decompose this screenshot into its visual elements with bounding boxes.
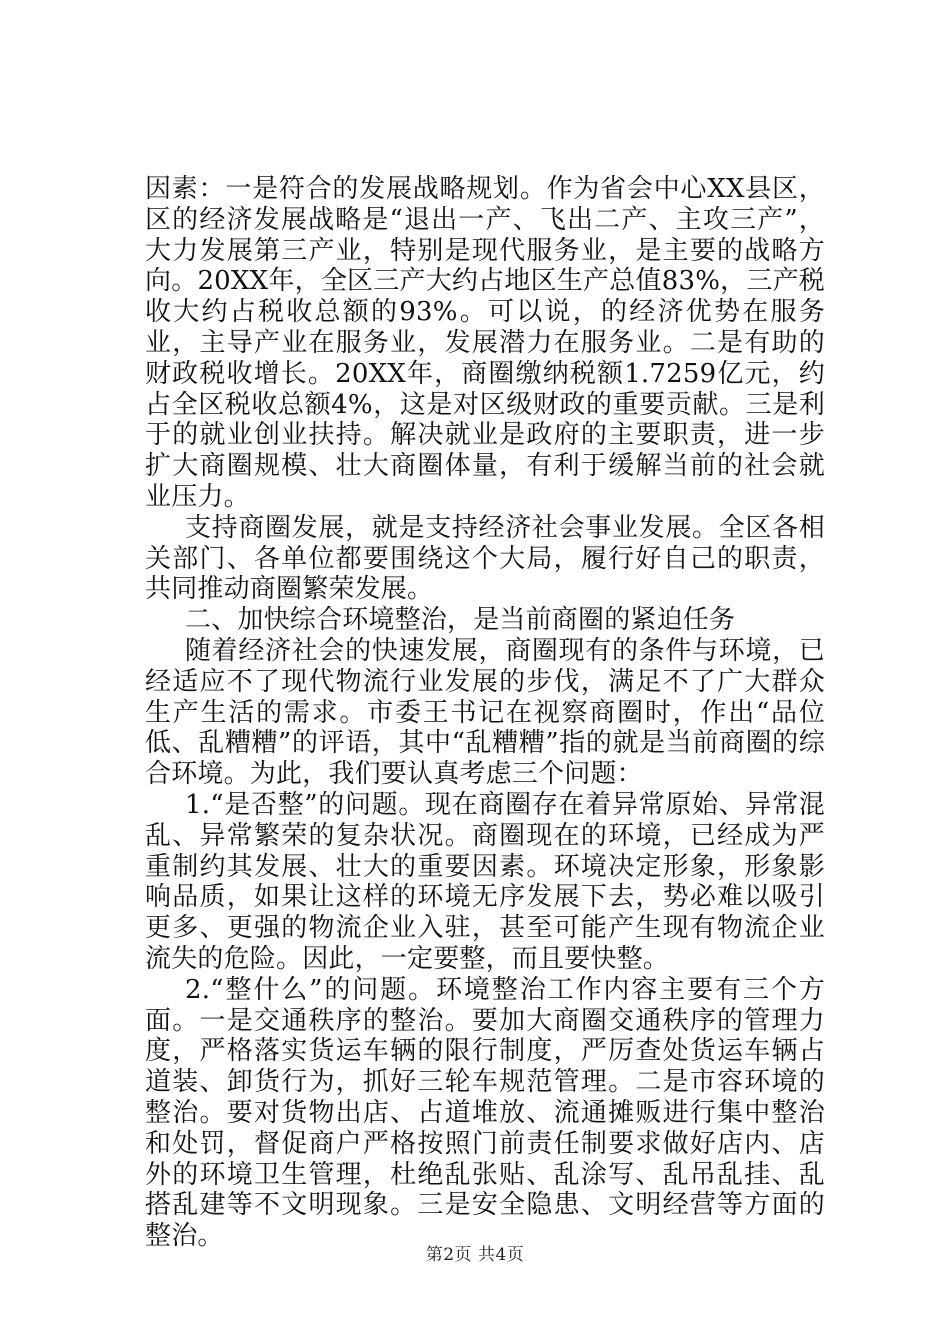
section-heading: 二、加快综合环境整治，是当前商圈的紧迫任务 [185,605,736,636]
paragraph-continuation: 因素：一是符合的发展战略规划。作为省会中心XX县区，区的经济发展战略是“退出一产、飞出二产、主攻三产”，大力发展第三产业，特别是现代服务业，是主要的战略方向。20XX年，全区三产大约占地区生产总值83%，三产税收大约占税收总额的93%。可以说，的经济优势在服务业，主导产业在服务业，发展潜力在服务业。二是有助的财政税收增长。20XX年，商圈缴纳税额1.7259亿元，约占全区税收总额4%，这是对区级财政的重要贡献。三是利于的就业创业扶持。解决就业是政府的主要职责，进一步扩大商圈规模、壮大商圈体量，有利于缓解当前的社会就业压力。 [145,174,825,512]
paragraph-item-2: 2.“整什么”的问题。环境整治工作内容主要有三个方面。一是交通秩序的整治。要加大商圈交通秩序的管理力度，严格落实货运车辆的限行制度，严厉查处货运车辆占道装、卸货行为，抓好三轮车规范管理。二是市容环境的整治。要对货物出店、占道堆放、流通摊贩进行集中整治和处罚，督促商户严格按照门前责任制要求做好店内、店外的环境卫生管理，杜绝乱张贴、乱涂写、乱吊乱挂、乱搭乱建等不文明现象。三是安全隐患、文明经营等方面的整治。 [145,974,825,1252]
page-number-footer: 第2页 共4页 [425,1245,525,1265]
paragraph-background: 随着经济社会的快速发展，商圈现有的条件与环境，已经适应不了现代物流行业发展的步伐，满足不了广大群众生产生活的需求。市委王书记在视察商圈时，作出“品位低、乱糟糟”的评语，其中“乱糟糟”指的就是当前商圈的综合环境。为此，我们要认真考虑三个问题： [145,635,825,790]
paragraph-item-1: 1.“是否整”的问题。现在商圈存在着异常原始、异常混乱、异常繁荣的复杂状况。商圈现在的环境，已经成为严重制约其发展、壮大的重要因素。环境决定形象，形象影响品质，如果让这样的环境无序发展下去，势必难以吸引更多、更强的物流企业入驻，甚至可能产生现有物流企业流失的危险。因此，一定要整，而且要快整。 [145,789,825,974]
document-body [145,174,825,1252]
paragraph-support-statement: 支持商圈发展，就是支持经济社会事业发展。全区各相关部门、各单位都要围绕这个大局，履行好自己的职责，共同推动商圈繁荣发展。 [145,512,825,605]
